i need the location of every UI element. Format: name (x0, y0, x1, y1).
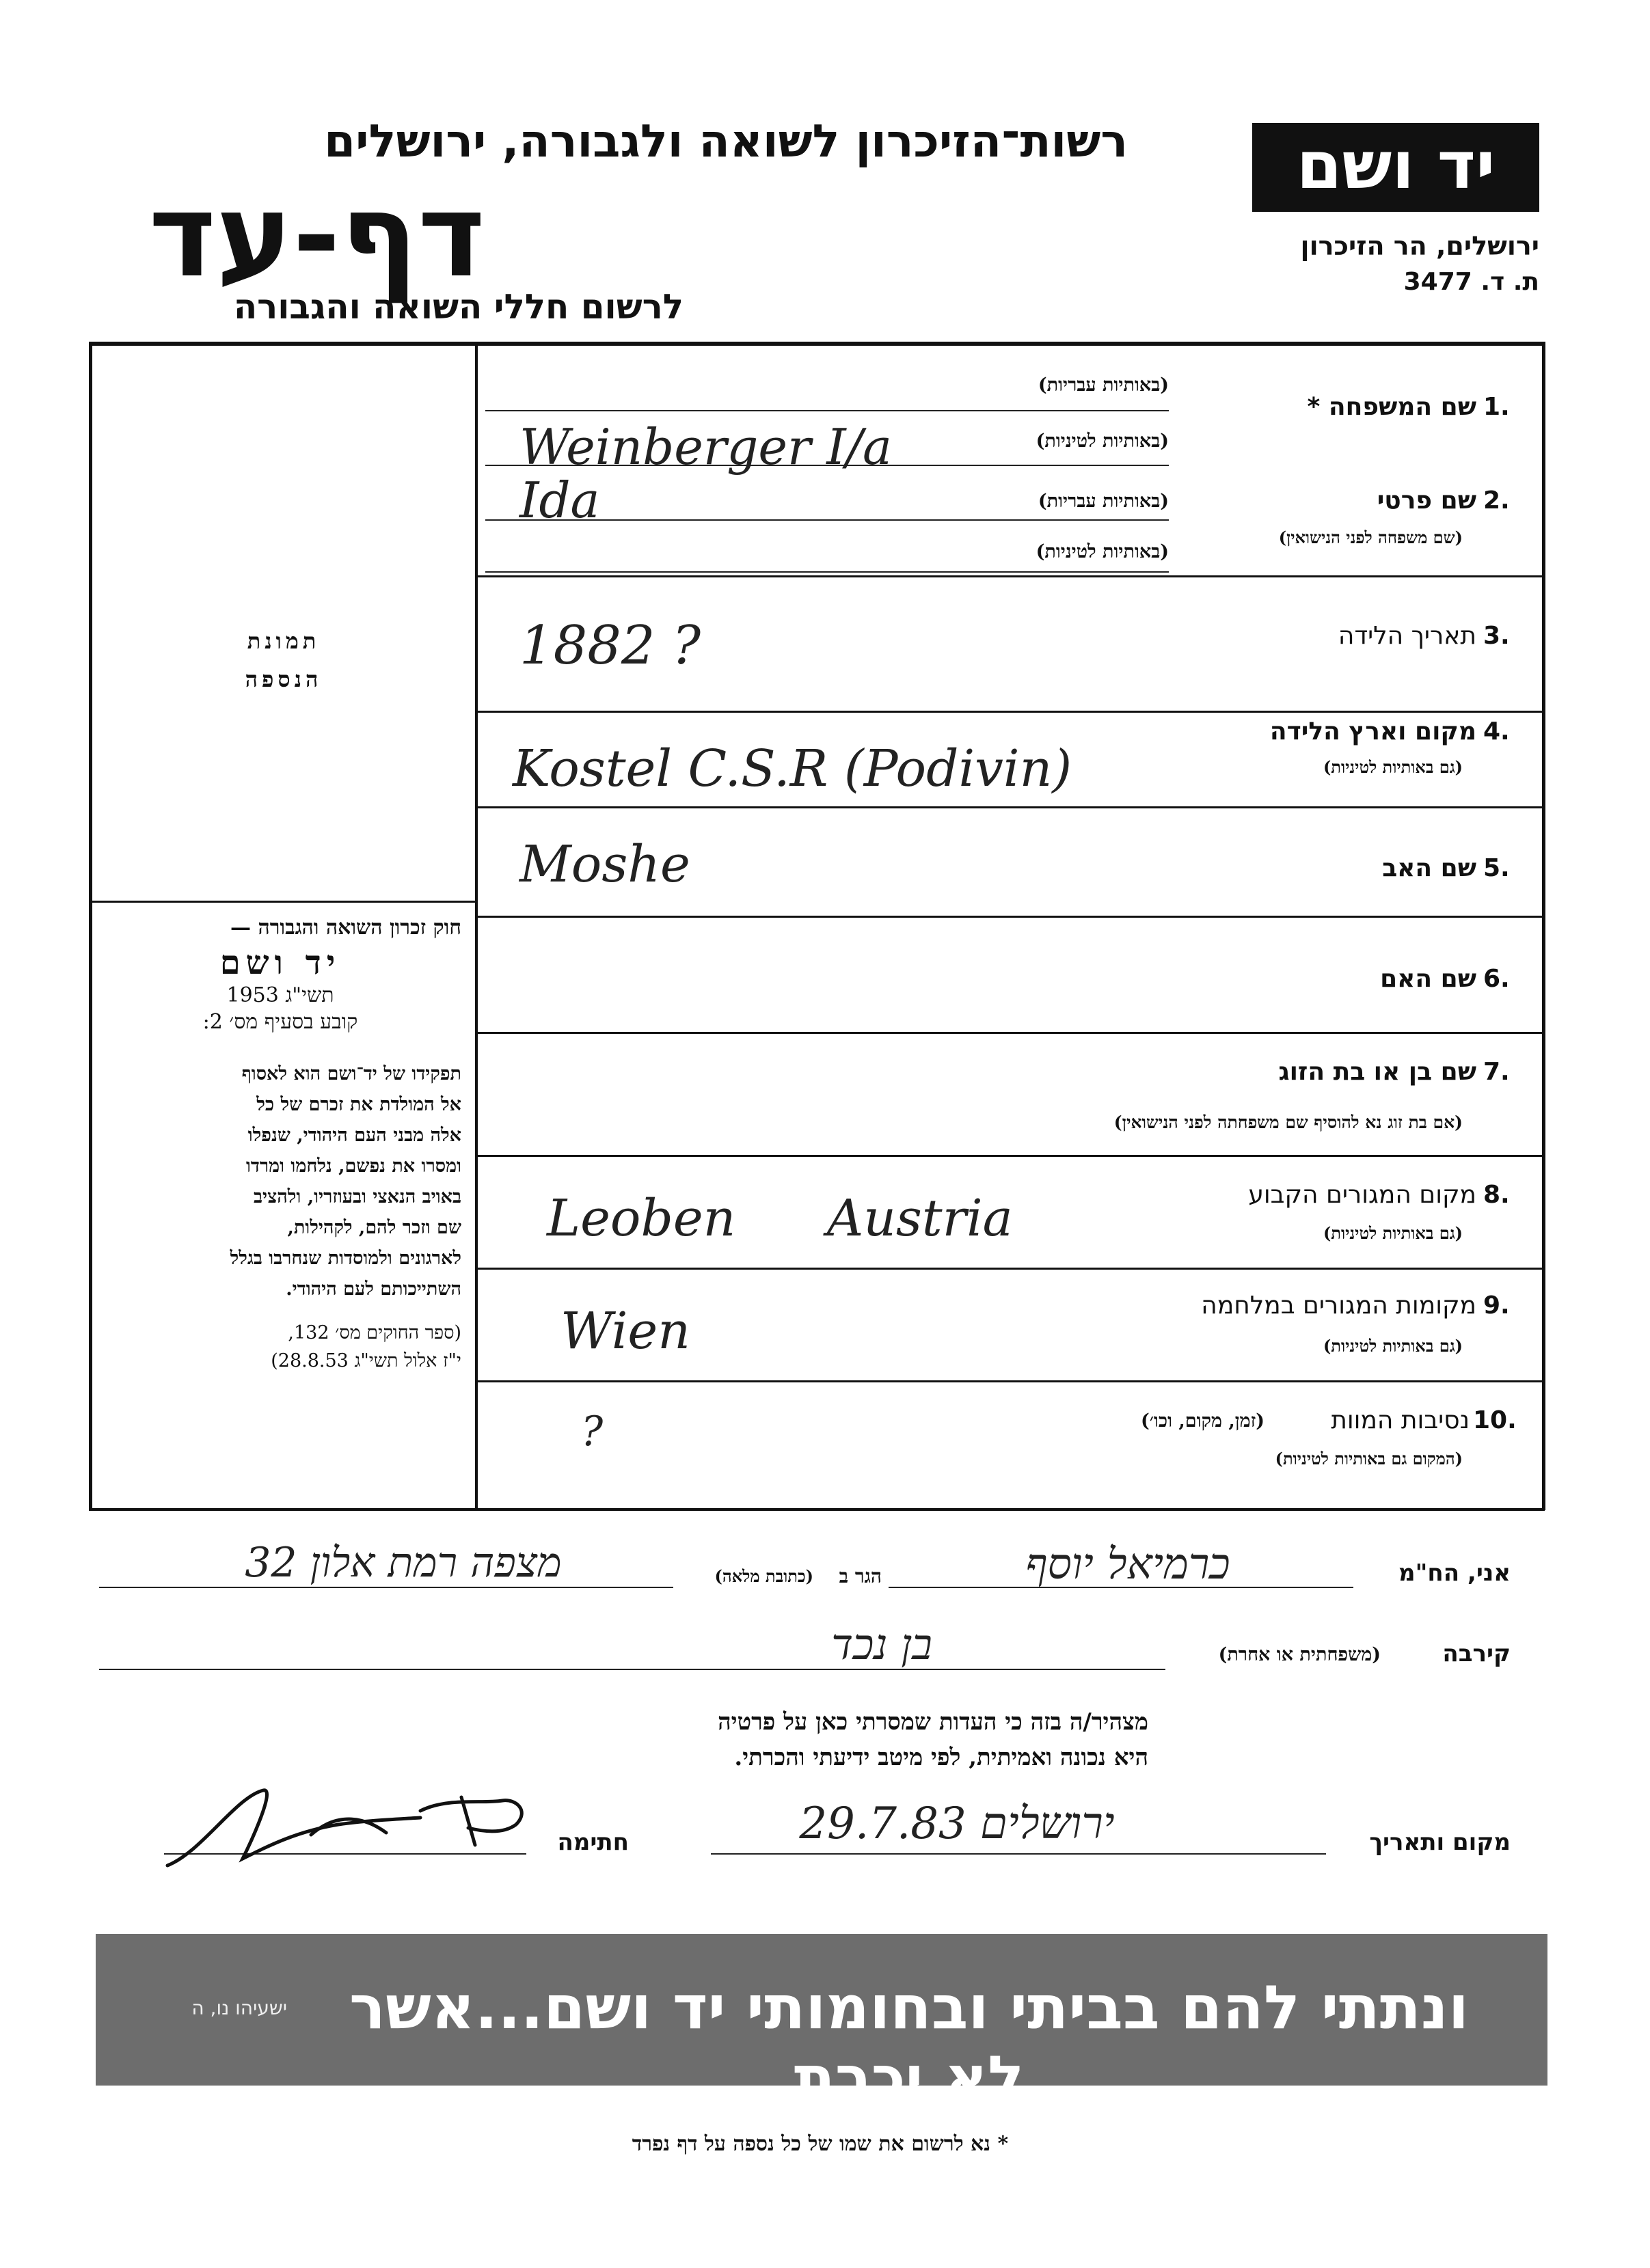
field-3-label: תאריך הלידה (1338, 622, 1476, 650)
field-1-value[interactable]: Weinberger I/a (519, 418, 892, 476)
place-date-label: מקום ותאריך (1369, 1829, 1511, 1856)
field-8-value[interactable]: Leoben Austria (547, 1189, 1013, 1248)
law-ref-1: (ספר החוקים מס׳ 132, (288, 1322, 461, 1343)
relation-label: קירבה (1442, 1640, 1511, 1667)
law-box (99, 916, 461, 1371)
field-8-label: מקום המגורים הקבוע (1248, 1181, 1476, 1209)
address-line-1: ירושלים, הר הזיכרון (1300, 231, 1539, 261)
field-1-hint-latin: (באותיות לטיניות) (1036, 431, 1169, 452)
row-sep (476, 1032, 1544, 1034)
field-2-value[interactable]: Ida (519, 472, 600, 529)
law-name: יד ושם (219, 944, 341, 982)
field-2-hint-latin: (באותיות לטיניות) (1036, 541, 1169, 562)
field-1-number: 1. (1483, 393, 1510, 421)
law-ref-2: י"ז אלול תשי"ג 28.8.53) (271, 1350, 461, 1371)
declarant-label: אני, הח"מ (1398, 1559, 1511, 1587)
field-9-number: 9. (1483, 1292, 1510, 1320)
field-7-label: שם בן או בת הזוג (1278, 1058, 1476, 1086)
field-4-number: 4. (1483, 718, 1510, 746)
statement-line-2: היא נכונה ואמיתית, לפי מיטב ידיעתי והכרתי. (734, 1744, 1148, 1771)
place-date-value[interactable]: ירושלים 29.7.83 (799, 1799, 1115, 1849)
field-9-label: מקומות המגורים במלחמה (1201, 1292, 1476, 1320)
field-8-sub: (גם באותיות לטיניות) (1323, 1223, 1463, 1243)
field-5-number: 5. (1483, 854, 1510, 882)
field-4-label: מקום וארץ הלידה (1269, 718, 1476, 746)
field-5-value[interactable]: Moshe (519, 835, 690, 894)
form-title: דף-עד (148, 169, 485, 303)
quote-banner (96, 1934, 1547, 2113)
field-8-number: 8. (1483, 1181, 1510, 1209)
field-4-sub: (גם באותיות לטיניות) (1323, 757, 1463, 777)
address-hint: (כתובת מלאה) (714, 1566, 813, 1586)
field-7-sub: (אם בת זוג נא להוסיף שם משפחתה לפני הנישואין) (1113, 1112, 1463, 1132)
field-3-number: 3. (1483, 622, 1510, 650)
field-7-number: 7. (1483, 1058, 1510, 1086)
field-1-label: שם המשפחה * (1307, 393, 1476, 421)
row-sep (476, 1155, 1544, 1157)
field-10-sub: (המקום גם באותיות לטיניות) (1275, 1449, 1463, 1468)
law-paragraph-line: לארגונים ולמוסדות שנחרבו בגלל (230, 1248, 461, 1269)
relation-hint: (משפחתית או אחרת) (1218, 1644, 1381, 1665)
field-10-label: נסיבות המוות (1331, 1406, 1470, 1434)
field-2-hint-hebrew: (באותיות עבריות) (1038, 491, 1169, 512)
law-clause: קובע בסעיף מס׳ 2: (202, 1010, 358, 1034)
field-9-value[interactable]: Wien (560, 1302, 690, 1361)
field-9-sub: (גם באותיות לטיניות) (1323, 1336, 1463, 1356)
field-7-value[interactable] (519, 1052, 1066, 1107)
field-10-label-2: (זמן, מקום, וכו׳) (1140, 1410, 1264, 1432)
signature-scribble[interactable] (161, 1770, 543, 1879)
field-6-label: שם האם (1380, 965, 1476, 993)
field-6-number: 6. (1483, 965, 1510, 993)
field-6-value[interactable] (519, 943, 1135, 1005)
row-sep (476, 1380, 1544, 1382)
law-line-1: חוק זכרון השואה והגבורה — (230, 916, 461, 940)
resides-label: הגר ב (839, 1565, 882, 1587)
row-sep (476, 575, 1544, 577)
field-2-number: 2. (1483, 487, 1510, 515)
place-date-line (711, 1853, 1326, 1855)
address-line-2: ת. ד. 3477 (1403, 268, 1539, 296)
yad-vashem-logo (1252, 123, 1539, 212)
field-10-number: 10. (1473, 1406, 1517, 1434)
frame-left (89, 342, 92, 1510)
row-sep (476, 1268, 1544, 1270)
law-paragraph (99, 1058, 461, 1304)
form-subtitle: לרשום חללי השואה והגבורה (233, 287, 684, 327)
law-paragraph-line: אלה מבני העם היהודי, שנפלו (247, 1125, 461, 1146)
field-2-sub: (שם משפחה לפני הנישואין) (1278, 528, 1463, 547)
row-sep (476, 711, 1544, 713)
logo-text: יד ושם (1296, 127, 1496, 204)
frame-divider (475, 342, 478, 1510)
law-paragraph-line: אל המולדת את זכרם של כל (256, 1094, 461, 1115)
field-1-line (485, 410, 1169, 411)
law-paragraph-line: תפקידו של יד־ושם הוא לאסוף (241, 1063, 461, 1084)
law-paragraph-line: שם וזכר להם, לקהילות, (287, 1217, 461, 1238)
field-2-line (485, 571, 1169, 573)
frame-right (1542, 342, 1545, 1510)
field-4-value[interactable]: Kostel C.S.R (Podivin) (513, 739, 1072, 798)
row-sep (476, 806, 1544, 808)
photo-box-bottom (89, 901, 476, 903)
address-line (99, 1587, 673, 1588)
field-2-label: שם פרטי (1377, 487, 1476, 515)
banner-quote: ונתתי להם בביתי ובחומותי יד ושם...אשר לא יכרת (349, 1972, 1469, 2113)
field-1-hint-hebrew: (באותיות עבריות) (1038, 374, 1169, 396)
frame-bottom-fields (89, 1508, 1545, 1511)
footnote: * נא לרשום את שמו של כל נספה על דף נפרד (632, 2132, 1009, 2156)
declarant-value[interactable]: כרמיאל יוסף (1025, 1539, 1230, 1589)
banner-source: ישעיהו נו, ה (191, 1997, 287, 2019)
relation-value[interactable]: בן נכד (831, 1620, 932, 1669)
field-10-value[interactable]: ? (581, 1408, 604, 1456)
frame-top (89, 342, 1545, 346)
field-3-value[interactable]: 1882 ? (519, 615, 701, 677)
law-paragraph-line: השתייכותם לעם היהודי. (286, 1279, 461, 1300)
photo-label-line-2: הנספה (245, 666, 323, 692)
statement-line-1: מצהיר/ה בזה כי העדות שמסרתי כאן על פרטיה (718, 1708, 1148, 1736)
photo-label-line-1: תמונת (247, 628, 321, 654)
field-5-label: שם האב (1382, 854, 1476, 882)
signature-label: חתימה (557, 1829, 629, 1856)
law-year: תשי"ג 1953 (226, 983, 334, 1007)
address-value[interactable]: מצפה רמת אלון 32 (245, 1539, 562, 1587)
photo-label (92, 622, 475, 698)
row-sep (476, 916, 1544, 918)
law-paragraph-line: באויב הנאצי ובעוזריו, ולהציב (253, 1186, 461, 1207)
org-line: רשות־הזיכרון לשואה ולגבורה, ירושלים (324, 115, 1128, 167)
law-paragraph-line: ומסרו את נפשם, נלחמו ומרדו (245, 1156, 461, 1177)
